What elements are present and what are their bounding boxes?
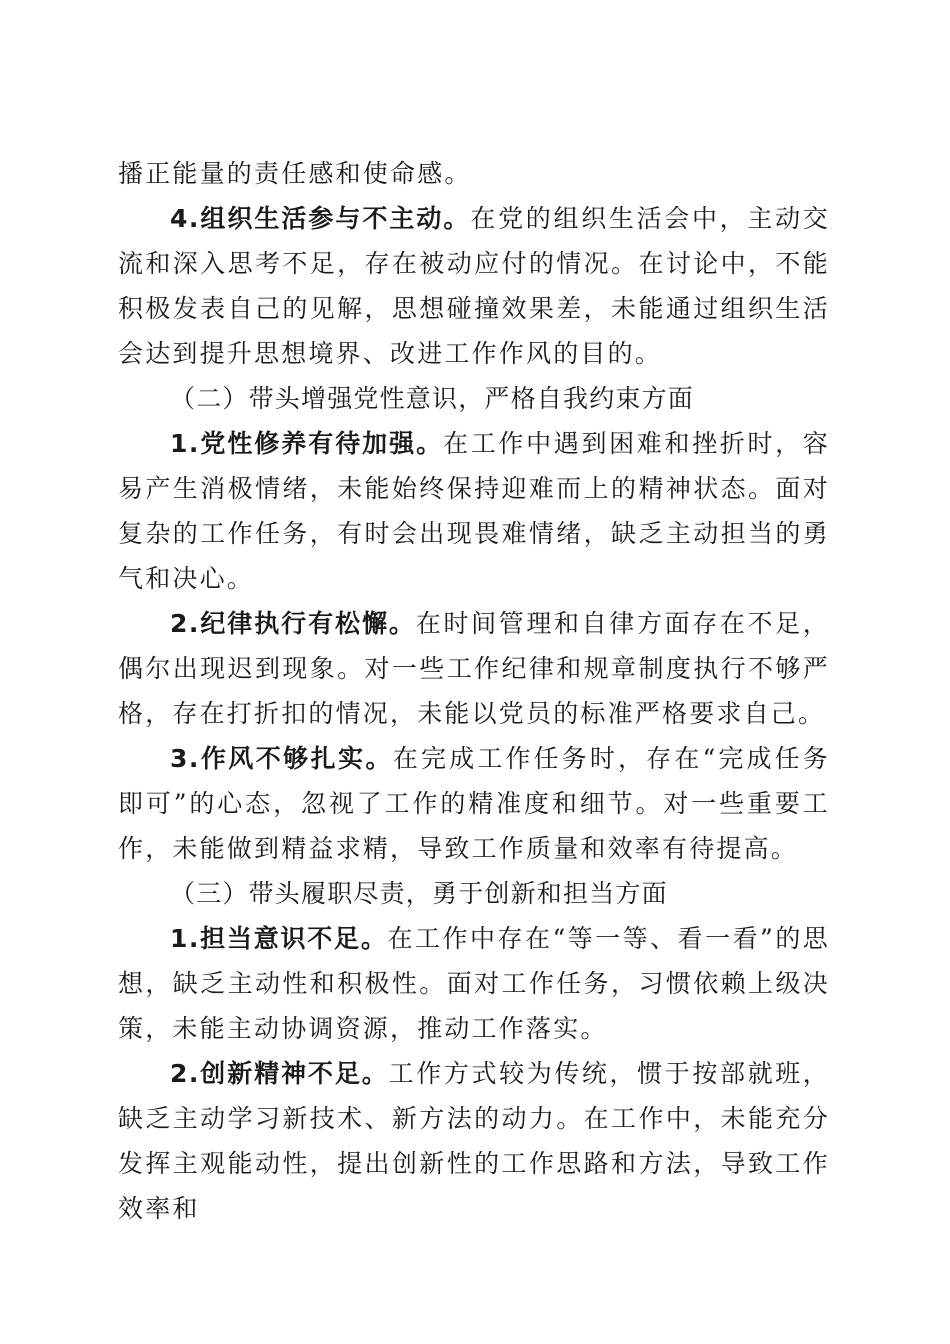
item-paragraph-1-responsibility <box>118 916 830 1051</box>
continuation-paragraph <box>118 151 830 196</box>
section-heading-text: （三）带头履职尽责，勇于创新和担当方面 <box>170 879 668 908</box>
item-lead: 3.作风不够扎实。 <box>170 744 393 773</box>
section-heading-text: （二）带头增强党性意识，严格自我约束方面 <box>170 384 695 413</box>
section-heading-3 <box>118 871 830 916</box>
item-paragraph-3-work-style <box>118 736 830 871</box>
item-paragraph-2-innovation <box>118 1051 830 1231</box>
item-text: 在党的组织生活会中，主动交流和深入思考不足，存在被动应付的情况。在讨论中，不能积极发表自己的见解，思想碰撞效果差，未能通过组织生活会达到提升思想境界、改进工作作风的目的。 <box>118 204 830 368</box>
item-text: 在时间管理和自律方面存在不足，偶尔出现迟到现象。对一些工作纪律和规章制度执行不够严格，存在打折扣的情况，未能以党员的标准严格要求自己。 <box>118 609 830 728</box>
item-lead: 4.组织生活参与不主动。 <box>170 204 471 233</box>
item-paragraph-1-party-spirit <box>118 421 830 601</box>
item-lead: 1.党性修养有待加强。 <box>170 429 444 458</box>
item-lead: 2.创新精神不足。 <box>170 1059 389 1088</box>
document-body <box>118 151 830 1231</box>
item-lead: 1.担当意识不足。 <box>170 924 388 953</box>
item-lead: 2.纪律执行有松懈。 <box>170 609 416 638</box>
item-text: 在工作中存在“等一等、看一看”的思想，缺乏主动性和积极性。面对工作任务，习惯依赖上级决策，未能主动协调资源，推动工作落实。 <box>118 924 830 1043</box>
paragraph-text: 播正能量的责任感和使命感。 <box>118 159 472 188</box>
item-paragraph-4-organization-life <box>118 196 830 376</box>
item-text: 在完成工作任务时，存在“完成任务即可”的心态，忽视了工作的精准度和细节。对一些重要工作，未能做到精益求精，导致工作质量和效率有待提高。 <box>118 744 830 863</box>
item-text: 在工作中遇到困难和挫折时，容易产生消极情绪，未能始终保持迎难而上的精神状态。面对复杂的工作任务，有时会出现畏难情绪，缺乏主动担当的勇气和决心。 <box>118 429 830 593</box>
item-text: 工作方式较为传统，惯于按部就班，缺乏主动学习新技术、新方法的动力。在工作中，未能充分发挥主观能动性，提出创新性的工作思路和方法，导致工作效率和 <box>118 1059 830 1223</box>
item-paragraph-2-discipline <box>118 601 830 736</box>
section-heading-2 <box>118 376 830 421</box>
